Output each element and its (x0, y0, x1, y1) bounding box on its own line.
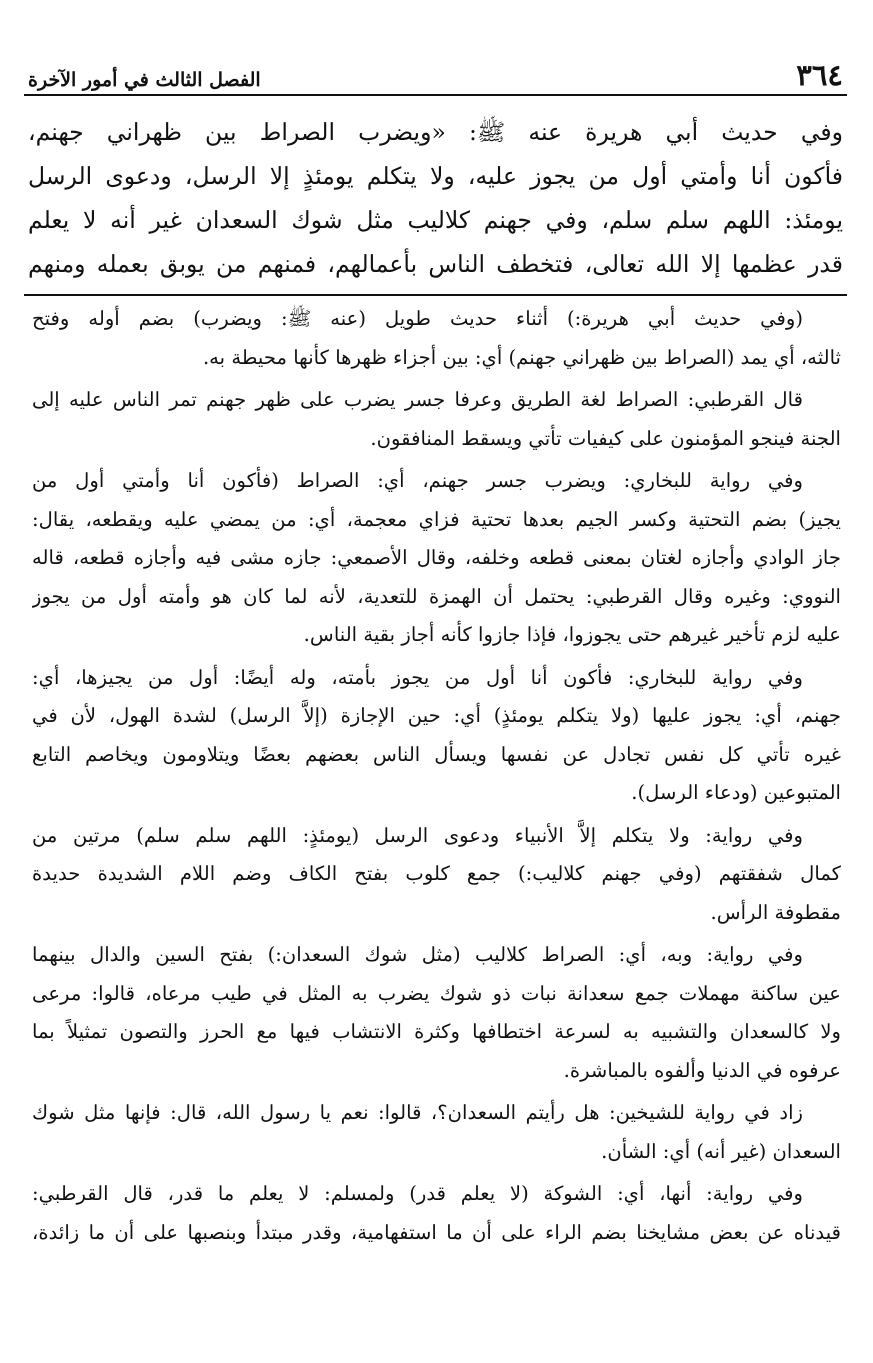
hadith-line: يومئذ: اللهم سلم سلم، وفي جهنم كلاليب مثل شوك السعدان غير أنه لا يعلم (28, 206, 843, 234)
hadith-text (24, 96, 847, 296)
commentary-paragraph (32, 462, 841, 655)
commentary-line: عين ساكنة مهملات جمع سعدانة نبات ذو شوك يضرب به المثل في طيب مرعاه، قالوا: مرعى (32, 981, 841, 1005)
commentary-line: جهنم، أي: يجوز عليها (ولا يتكلم يومئذٍ) أي: حين الإجازة (إلاَّ الرسل) لشدة الهول، لأن في (32, 704, 841, 727)
commentary-line: عليه لزم تأخير غيرهم حتى يجوزوا، فإذا جازوا كأنه أجاز بقية الناس. (303, 623, 841, 646)
commentary-paragraph (32, 936, 841, 1090)
commentary-line: كمال شفقتهم (وفي جهنم كلاليب:) جمع كلوب بفتح الكاف وضم اللام الشديدة حديدة (32, 862, 841, 885)
commentary-line: قال القرطبي: الصراط لغة الطريق وعرفا جسر يضرب على ظهر جهنم تمر الناس عليه إلى (32, 388, 803, 411)
commentary (24, 296, 847, 1252)
commentary-paragraph (32, 300, 841, 377)
commentary-line: وفي رواية: وبه، أي: الصراط كلاليب (مثل شوك السعدان:) بفتح السين والدال بينهما (32, 943, 803, 966)
hadith-line: فأكون أنا وأمتي أول من يجوز عليه، ولا يتكلم يومئذٍ إلا الرسل، ودعوى الرسل (28, 162, 843, 190)
commentary-line: وفي رواية للبخاري: فأكون أنا أول من يجوز بأمته، وله أيضًا: أول من يجيزها، أي: (32, 665, 803, 689)
commentary-paragraph (32, 1094, 841, 1171)
commentary-line: ولا كالسعدان والتشبيه به لسرعة اختطافها وكثرة الانتشاب فيها مع الحرز والتصون تمثيلاً بما (32, 1020, 841, 1043)
commentary-paragraph (32, 1175, 841, 1252)
commentary-line: ثالثه، أي يمد (الصراط بين ظهراني جهنم) أي: بين أجزاء ظهرها كأنها محيطة به. (202, 345, 841, 369)
hadith-line: قدر عظمها إلا الله تعالى، فتخطف الناس بأعمالهم، فمنهم من يوبق بعمله ومنهم (28, 250, 843, 278)
running-head: الفصل الثالث في أمور الآخرة (28, 69, 261, 91)
commentary-line: الجنة فينجو المؤمنون على كيفيات تأتي ويسقط المنافقون. (370, 426, 841, 450)
commentary-line: مقطوفة الرأس. (710, 900, 841, 924)
commentary-line: زاد في رواية للشيخين: هل رأيتم السعدان؟، قالوا: نعم يا رسول الله، قال: فإنها مثل شوك (32, 1101, 803, 1124)
commentary-line: جاز الوادي وأجازه لغتان بمعنى قطعه وخلفه، وقال الأصمعي: جازه مشى فيه وأجازه قطعه، قاله (32, 546, 841, 569)
commentary-line: غيره تأتي كل نفس تجادل عن نفسها ويسأل الناس بعضهم بعضًا ويتلاومون ويخاصم التابع (32, 742, 841, 766)
commentary-paragraph (32, 381, 841, 458)
commentary-line: وفي رواية: ولا يتكلم إلاَّ الأنبياء ودعوى الرسل (يومئذٍ: اللهم سلم سلم) مرتين من (32, 823, 803, 847)
commentary-paragraph (32, 817, 841, 933)
commentary-line: السعدان (غير أنه) أي: الشأن. (601, 1139, 841, 1163)
commentary-paragraph (32, 659, 841, 813)
page-number: ٣٦٤ (796, 58, 843, 92)
commentary-line: (وفي حديث أبي هريرة:) أثناء حديث طويل (عنه ﷺ: ويضرب) بضم أوله وفتح (32, 307, 803, 330)
commentary-line: وفي رواية للبخاري: ويضرب جسر جهنم، أي: الصراط (فأكون أنا وأمتي أول من (32, 469, 803, 492)
commentary-line: عرفوه في الدنيا وألفوه بالمباشرة. (563, 1058, 841, 1082)
commentary-line: قيدناه عن بعض مشايخنا بضم الراء على أن ما استفهامية، وقدر مبتدأ وبنصبها على أن ما زائدة، (32, 1220, 841, 1244)
commentary-line: النووي: وغيره وقال القرطبي: يحتمل أن الهمزة للتعدية، لأنه لما كان هو وأمته أول من يجوز (32, 584, 841, 608)
commentary-line: وفي رواية: أنها، أي: الشوكة (لا يعلم قدر) ولمسلم: لا يعلم ما قدر، قال القرطبي: (32, 1182, 803, 1205)
hadith-line: وفي حديث أبي هريرة عنه ﷺ: «ويضرب الصراط بين ظهراني جهنم، (28, 118, 843, 146)
commentary-line: المتبوعين (ودعاء الرسل). (631, 781, 841, 804)
page-header (24, 40, 847, 96)
commentary-line: يجيز) بضم التحتية وكسر الجيم بعدها تحتية فزاي معجمة، أي: من يمضي عليه ويقطعه، يقال: (32, 507, 841, 531)
